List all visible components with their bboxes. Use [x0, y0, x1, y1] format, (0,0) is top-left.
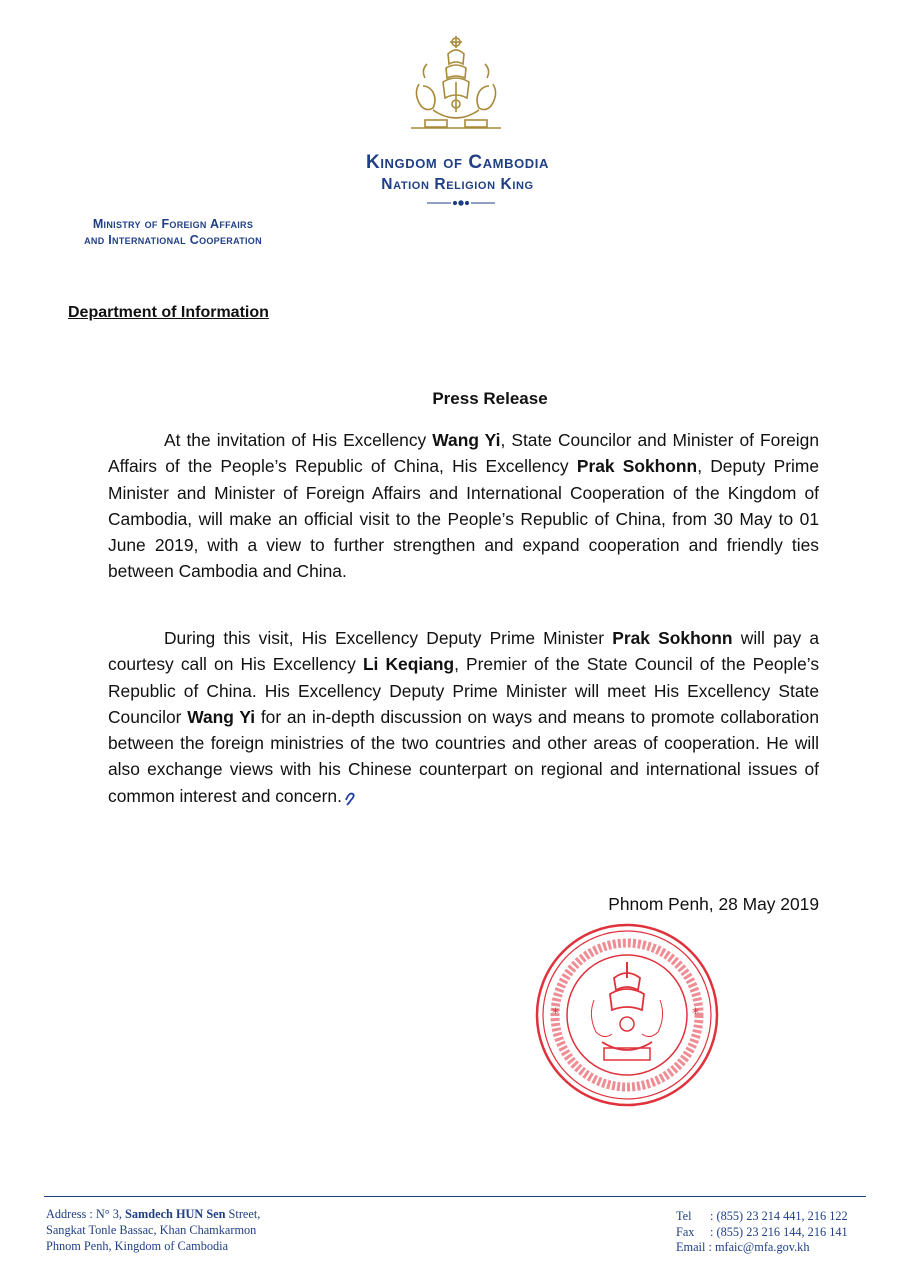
paragraph-2: During this visit, His Excellency Deputy Prime Minister Prak Sokhonn will pay a courtesy call on His Excellency Li Keqiang, Premier of the State Council of the People’s Republic of China. His Excellency Deputy Prime Minister will meet His Excellency State Councilor Wang Yi for an in-depth discussion on ways and means to promote collaboration between the foreign ministries of the two countries and other areas of cooperation. He will also exchange views with his Chinese counterpart on regional and international issues of common interest and concern. — [108, 628, 820, 806]
dateline: Phnom Penh, 28 May 2019 — [608, 894, 819, 914]
svg-text:*: * — [552, 1006, 559, 1022]
fax-line: Fax : (855) 23 216 144, 216 141 — [676, 1224, 848, 1239]
motto-heading: Nation Religion King — [381, 176, 534, 193]
ministry-line-1: Ministry of Foreign Affairs — [92, 217, 254, 231]
initial-mark-icon — [343, 788, 361, 806]
paragraph-1: At the invitation of His Excellency Wang Yi, State Councilor and Minister of Foreign Affairs of the People’s Republic of China, His Excellency Prak Sokhonn, Deputy Prime Minister and Minister of Foreign Affairs and International Cooperation of the Kingdom of Cambodia, will make an official visit to the People’s Republic of China, from 30 May to 01 June 2019, with a view to further strengthen and expand cooperation and friendly ties between Cambodia and China. — [108, 430, 820, 582]
address-line-1: Address : N° 3, Samdech HUN Sen Street, — [46, 1207, 261, 1221]
address-line-2: Sangkat Tonle Bassac, Khan Chamkarmon — [46, 1223, 257, 1237]
footer-divider — [44, 1196, 866, 1197]
email-line: Email : mfaic@mfa.gov.kh — [676, 1240, 810, 1254]
royal-emblem-icon — [403, 34, 509, 134]
svg-text:*: * — [692, 1006, 699, 1022]
document-title: Press Release — [432, 389, 548, 408]
divider-ornament-icon — [425, 198, 497, 208]
footer-address — [46, 1206, 260, 1254]
department-label: Department of Information — [68, 304, 269, 321]
tel-line: Tel : (855) 23 214 441, 216 122 — [676, 1209, 848, 1223]
official-seal-icon — [532, 920, 722, 1110]
kingdom-heading: Kingdom of Cambodia — [366, 152, 549, 173]
ministry-name — [42, 216, 304, 248]
ministry-line-2: and International Cooperation — [84, 233, 262, 247]
address-line-3: Phnom Penh, Kingdom of Cambodia — [46, 1239, 229, 1253]
footer-contact — [676, 1209, 848, 1256]
